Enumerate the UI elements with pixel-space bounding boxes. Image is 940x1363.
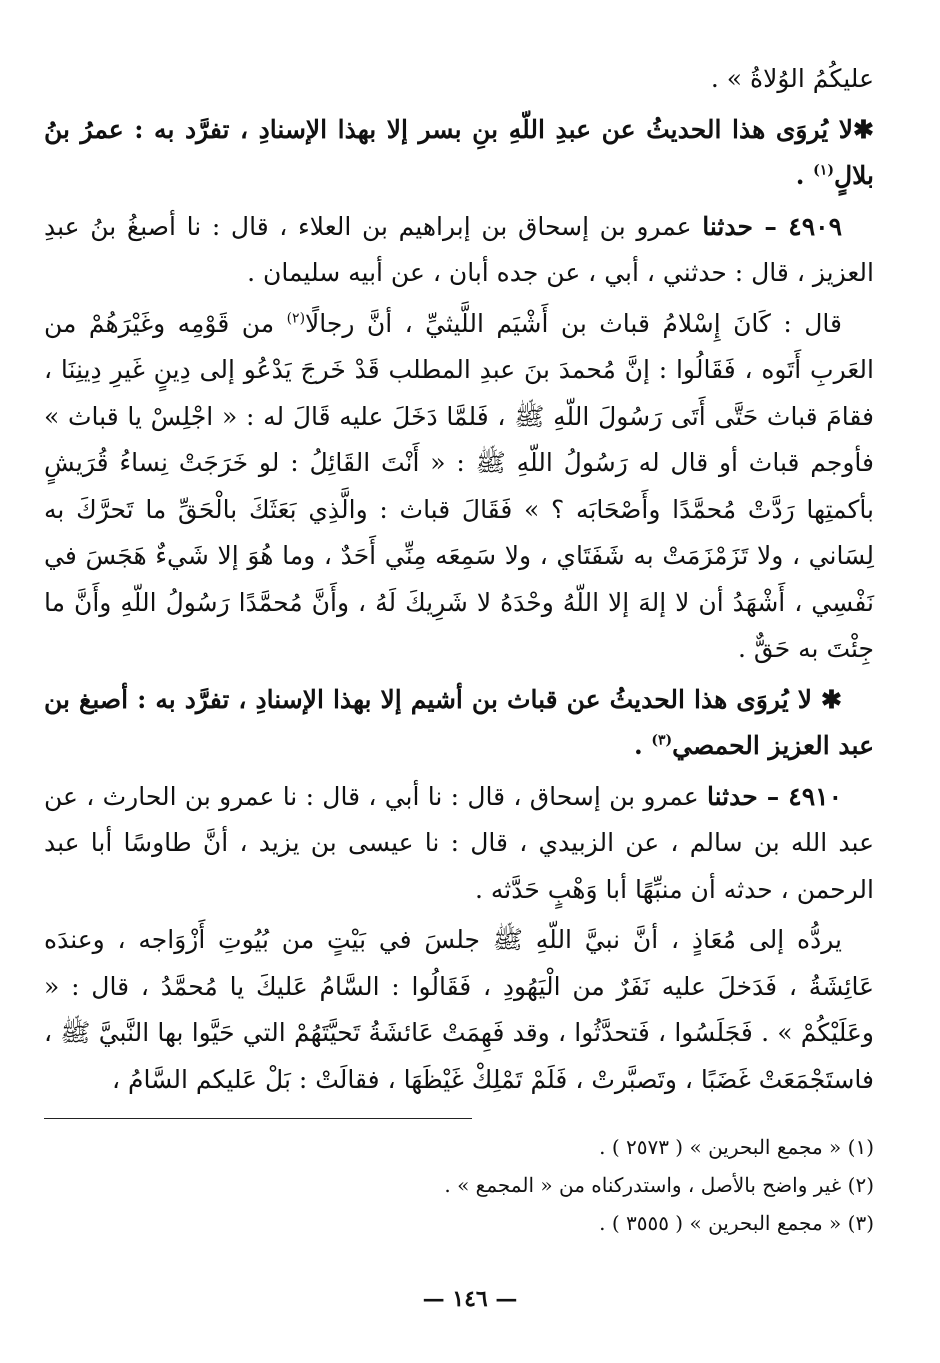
main-text [44, 56, 874, 1103]
page-number: — ١٤٦ — [422, 1286, 518, 1312]
hadith-number: ٤٩١٠ – حدثنا [706, 781, 843, 811]
footnote-2: (٢) غير واضح بالأصل ، واستدركناه من « المجمع » . [444, 1173, 874, 1197]
note-text: لا يُروَى هذا الحديثُ عن عبدِ اللّهِ بنِ بسر إلا بهذا الإسنادِ ، تفرَّد به : عمرُ بنُ بلالٍ [44, 114, 874, 190]
hadith-number: ٤٩٠٩ – حدثنا [702, 211, 843, 241]
paragraph-text: عليكُمُ الوُلاةُ » . [710, 64, 874, 93]
footnote-marker: (٣) [651, 732, 673, 749]
footnote-separator [44, 1118, 472, 1119]
asterisk-icon: ✱ [853, 114, 874, 144]
isnad-text: عمرو بن إسحاق بن إبراهيم بن العلاء ، قال : نا أصبغُ بنُ عبدِ العزيز ، قال : حدثني ، أبي ، عن جده أبان ، عن أبيه سليمان . [44, 211, 874, 287]
hadith-4910-matn [44, 917, 874, 1103]
asterisk-icon: ✱ [812, 684, 842, 714]
hadith-note [44, 677, 874, 770]
hadith-4910-isnad [44, 774, 874, 914]
paragraph-continuation [44, 56, 874, 103]
note-end: . [795, 161, 814, 190]
hadith-note [44, 107, 874, 200]
note-end: . [633, 731, 652, 760]
footnote-3: (٣) « مجمع البحرين » ( ٣٥٥٥ ) . [599, 1211, 874, 1235]
hadith-4909-matn [44, 301, 874, 673]
isnad-text: عمرو بن إسحاق ، قال : نا أبي ، قال : نا عمرو بن الحارث ، عن عبد الله بن سالم ، عن الزبيدي ، قال : نا عيسى بن يزيد ، أنَّ طاوسًا أبا عبد الرحمن ، حدثه أن منبِّهًا أبا وَهْبٍ حَدَّثه . [44, 781, 875, 904]
footnote-marker: (٢) [286, 310, 306, 327]
footnote-1: (١) « مجمع البحرين » ( ٢٥٧٣ ) . [599, 1135, 874, 1159]
matn-text: يردُّه إلى مُعَاذٍ ، أنَّ نبيَّ اللّهِ ﷺ جلسَ في بَيْتٍ من بُيُوتِ أَزْوَاجه ، وعندَه عَائِشَةُ ، فَدَخلَ عليه نَفَرٌ من الْيَهُودِ ، فَقَالُوا : السَّامُ عَليكَ يا مُحمَّدُ ، قال : « وعَلَيْكُمْ » . فَجَلَسُوا ، فَتحدَّثُوا ، وقد فَهِمَتْ عَائشَةُ تَحيَّتَهُمْ التي حَيَّوا بها النَّبيَّ ﷺ ، فاستَجْمَعَتْ غَضَبًا ، وتَصبَّرتْ ، فَلَمْ تَمْلِكْ غَيْظَهَا ، فقالَتْ : بَلْ عَليكم السَّامُ ، [44, 925, 874, 1094]
footnotes [54, 1128, 874, 1242]
note-text: لا يُروَى هذا الحديثُ عن قباث بن أشيم إلا بهذا الإسنادِ ، تفرَّد به : أصبغ بن عبد العزيز الحمصي [44, 684, 874, 760]
hadith-4909-isnad [44, 204, 874, 297]
footnote-marker: (١) [813, 162, 834, 179]
matn-text-start: قال : كَانَ إِسْلامُ قباث بن أَشْيَم اللَّيثيِّ ، أنَّ رجالًا [305, 308, 842, 338]
matn-text-rest: من قَوْمِه وغَيْرَهُمْ من العَربِ أَتَوه ، فَقَالُوا : إنَّ مُحمدَ بنَ عبدِ المطلب قَدْ خَرجَ يَدْعُو إلى دِينٍ غَيرِ دِينِنَا ، فقامَ قباث حَتَّى أَتَى رَسُولَ اللّهِ ﷺ ، فَلمَّا دَخَلَ عليه قَالَ له : « اجْلِسْ يا قباث » فأوجم قباث أو قال له رَسُولُ اللّهِ ﷺ : « أَنْتَ القَائِلُ : لو خَرَجَتْ نِساءُ قُرَيشٍ بأكمتِها رَدَّتْ مُحمَّدًا وأَصْحَابَه ؟ » فَقَالَ قباث : والَّذِي بَعَثَكَ بالْحَقِّ ما تَحرَّكَ به لِسَاني ، ولا تَزَمْزَمَتْ به شَفَتَاي ، ولا سَمِعَه مِنِّي أَحَدٌ ، وما هُوَ إلا شَيءٌ هَجَسَ في نَفْسِي ، أَشْهَدُ أن لا إلهَ إلا اللّهُ وحْدَهُ لا شَرِيكَ لَهُ ، وأَنَّ مُحمَّدًا رَسُولُ اللّهِ وأَنَّ ما جِئْتَ به حَقٌّ . [44, 308, 874, 663]
